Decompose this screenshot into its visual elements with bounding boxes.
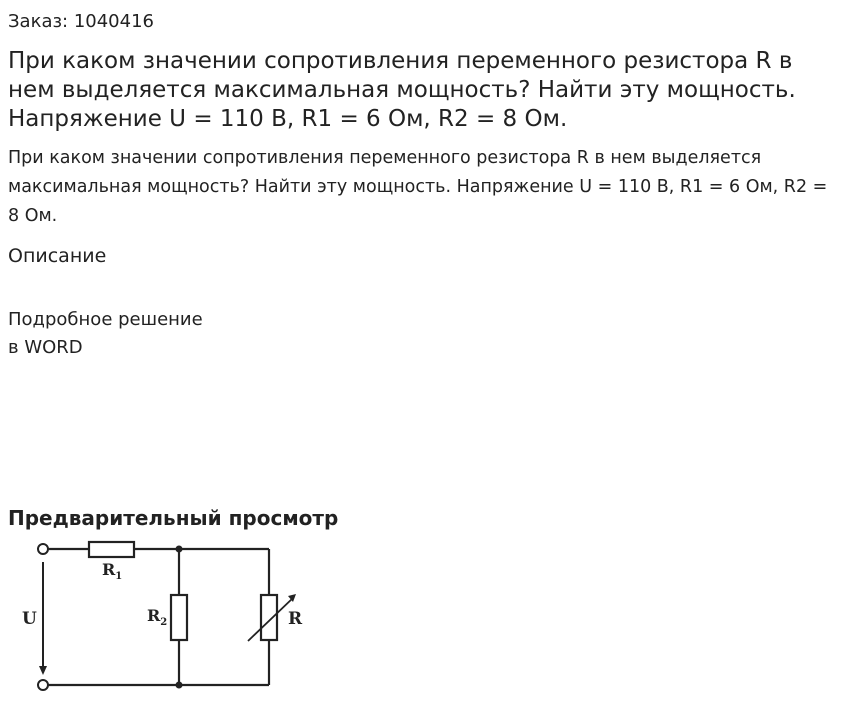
junction-top-icon (176, 546, 183, 553)
circuit-diagram (0, 530, 320, 705)
label-u: U (22, 609, 37, 629)
resistor-r-variable (261, 595, 277, 640)
voltage-arrowhead-icon (39, 666, 47, 675)
terminal-top-icon (38, 544, 48, 554)
description-heading: Описание (8, 245, 107, 267)
terminal-bottom-icon (38, 680, 48, 690)
description-line-solution: Подробное решение (8, 309, 203, 330)
label-r1: $R_1$ (102, 560, 123, 582)
description-line-format: в WORD (8, 337, 83, 358)
page-title: При каком значении сопротивления переменного резистора R в нем выделяется максимальная мощность? Найти эту мощность. Напряжение U = 110 В, R1 = 6 Ом, R2 = 8 Ом. (8, 48, 796, 132)
problem-text: При каком значении сопротивления переменного резистора R в нем выделяется максимальная мощность? Найти эту мощность. Напряжение U = 110 В, R1 = 6 Ом, R2 = 8 Ом. (8, 148, 828, 226)
label-r2: $R_2$ (147, 606, 168, 628)
preview-heading: Предварительный просмотр (8, 506, 339, 530)
resistor-r2 (171, 595, 187, 640)
resistor-r1 (89, 542, 134, 557)
order-number: Заказ: 1040416 (8, 11, 154, 32)
label-r: R (288, 609, 303, 629)
junction-bottom-icon (176, 682, 183, 689)
